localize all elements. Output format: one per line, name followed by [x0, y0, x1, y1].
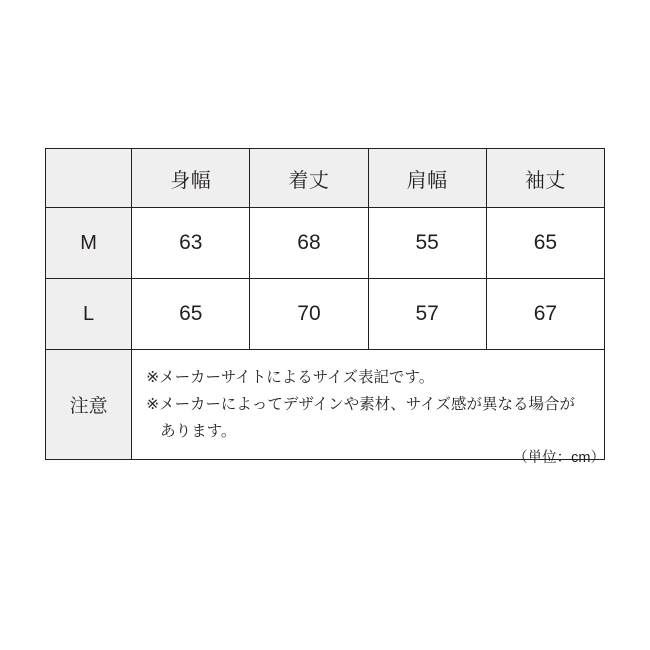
column-header-body-width: 身幅 [132, 149, 250, 208]
size-table-container [45, 148, 605, 460]
table-row [46, 208, 605, 279]
column-header-body-length: 着丈 [250, 149, 368, 208]
cell-m-body-width: 63 [132, 208, 250, 279]
note-line-2: ※メーカーによってデザインや素材、サイズ感が異なる場合が [146, 396, 575, 414]
column-header-shoulder-width: 肩幅 [368, 149, 486, 208]
cell-l-body-width: 65 [132, 279, 250, 350]
cell-l-sleeve-length: 67 [486, 279, 604, 350]
size-table [45, 148, 605, 460]
row-label-l: L [46, 279, 132, 350]
cell-m-shoulder-width: 55 [368, 208, 486, 279]
unit-note: （単位：cm） [513, 450, 605, 466]
cell-m-sleeve-length: 65 [486, 208, 604, 279]
row-label-m: M [46, 208, 132, 279]
table-corner-cell [46, 149, 132, 208]
column-header-sleeve-length: 袖丈 [486, 149, 604, 208]
cell-l-shoulder-width: 57 [368, 279, 486, 350]
note-line-3: あります。 [160, 423, 237, 441]
note-label: 注意 [46, 350, 132, 460]
cell-m-body-length: 68 [250, 208, 368, 279]
cell-l-body-length: 70 [250, 279, 368, 350]
table-row [46, 279, 605, 350]
table-header-row [46, 149, 605, 208]
table-note-row [46, 350, 605, 460]
note-line-1: ※メーカーサイトによるサイズ表記です。 [146, 369, 435, 386]
note-body [132, 350, 605, 460]
